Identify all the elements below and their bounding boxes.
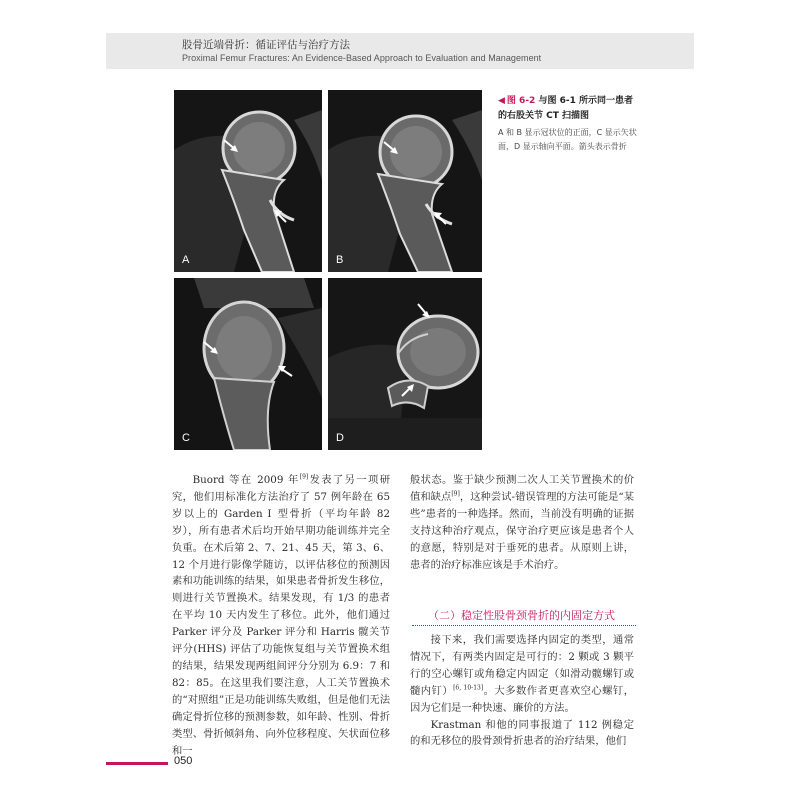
left-column xyxy=(172,472,390,759)
citation: [6, 10-13] xyxy=(453,684,484,692)
paragraph: Krastman 和他的同事报道了 112 例稳定的和无移位的股骨颈骨折患者的治疗结果，他们 xyxy=(410,718,634,748)
panel-label: D xyxy=(336,432,344,444)
footer-accent-bar xyxy=(106,762,168,765)
panel-label: A xyxy=(182,254,190,266)
ct-panel-d xyxy=(328,278,482,450)
text-run: 般状态。鉴于缺少预测二次人工关节置换术的价值和缺点 xyxy=(410,474,634,503)
text-run: ，这种尝试-错误管理的方法可能是“某些”患者的一种选择。然而，当前没有明确的证据支持这种治疗观点，保守治疗更应该是患者个人的意愿，特别是对于垂死的患者。从原则上讲，患者的治疗标准应该是手术治疗。 xyxy=(410,490,635,571)
text-run: Buord 等在 2009 年 xyxy=(192,474,300,486)
panel-label: B xyxy=(336,254,344,266)
caption-title xyxy=(498,94,638,124)
page-number: 050 xyxy=(174,755,193,767)
header-title-en: Proximal Femur Fractures: An Evidence-Based Approach to Evaluation and Management xyxy=(182,53,542,63)
paragraph xyxy=(410,472,634,573)
arrow-icon xyxy=(328,90,482,272)
figure-number: 图 6-2 xyxy=(506,96,536,106)
caption-body: A 和 B 显示冠状位的正面，C 显示矢状面，D 显示轴向平面。箭头表示骨折 xyxy=(498,128,637,151)
arrow-icon xyxy=(328,278,482,450)
figure-caption xyxy=(498,94,638,154)
text-run: 发表了另一项研究，他们用标准化方法治疗了 57 例年龄在 65 岁以上的 Garden Ⅰ 型骨折（平均年龄 82 岁），所有患者术后均开始早期功能训练并完全负重。在术后第 2、7、21、45 天，第 3、6、12 个月进行影像学随访，以评估移位的预测因素和功能训练的结果，如果患者骨折发生移位，则进行关节置换术。结果发现，有 1/3 的患者在平均 10 天内发生了移位。此外，他们通过 Parker 评分及 Parker 评分和 Harris 髋关节评分(HHS) 评估了功能恢复组与关节置换术组的结果，结果发现两组间评分分别为 6.9：7 和 82：85。在这里我们要注意，人工关节置换术的“对照组”正是功能训练失败组，但是他们无法确定骨折位移的预测参数，如年龄、性别、骨折类型、骨折倾斜角、向外位移程度、矢状面位移和一 xyxy=(172,474,391,757)
header-title-cn: 股骨近端骨折：循证评估与治疗方法 xyxy=(182,39,350,51)
arrow-icon xyxy=(174,278,322,450)
panel-label: C xyxy=(182,432,190,444)
citation: [9] xyxy=(299,473,309,481)
paragraph xyxy=(172,472,390,759)
text-run: 。大多数作者更喜欢空心螺钉，因为它们是一种快速、廉价的方法。 xyxy=(410,684,634,714)
ct-panel-c xyxy=(174,278,322,450)
citation: [9] xyxy=(451,490,460,498)
ct-panel-a xyxy=(174,90,322,272)
caption-marker-icon: ◀ xyxy=(498,96,505,106)
section-heading: （二）稳定性股骨颈骨折的内固定方式 xyxy=(412,608,636,626)
ct-panel-b xyxy=(328,90,482,272)
text-run: 接下来，我们需要选择内固定的类型，通常情况下，有两类内固定是可行的：2 颗或 3 颗平行的空心螺钉或角稳定内固定（如滑动髋螺钉或髓内钉） xyxy=(410,634,634,697)
caption-heading: 与图 6-1 所示同一患者的右股关节 CT 扫描图 xyxy=(498,96,633,121)
paragraph xyxy=(410,632,634,717)
arrow-icon xyxy=(174,90,322,272)
right-column-lower xyxy=(410,632,634,750)
right-column xyxy=(410,472,634,573)
